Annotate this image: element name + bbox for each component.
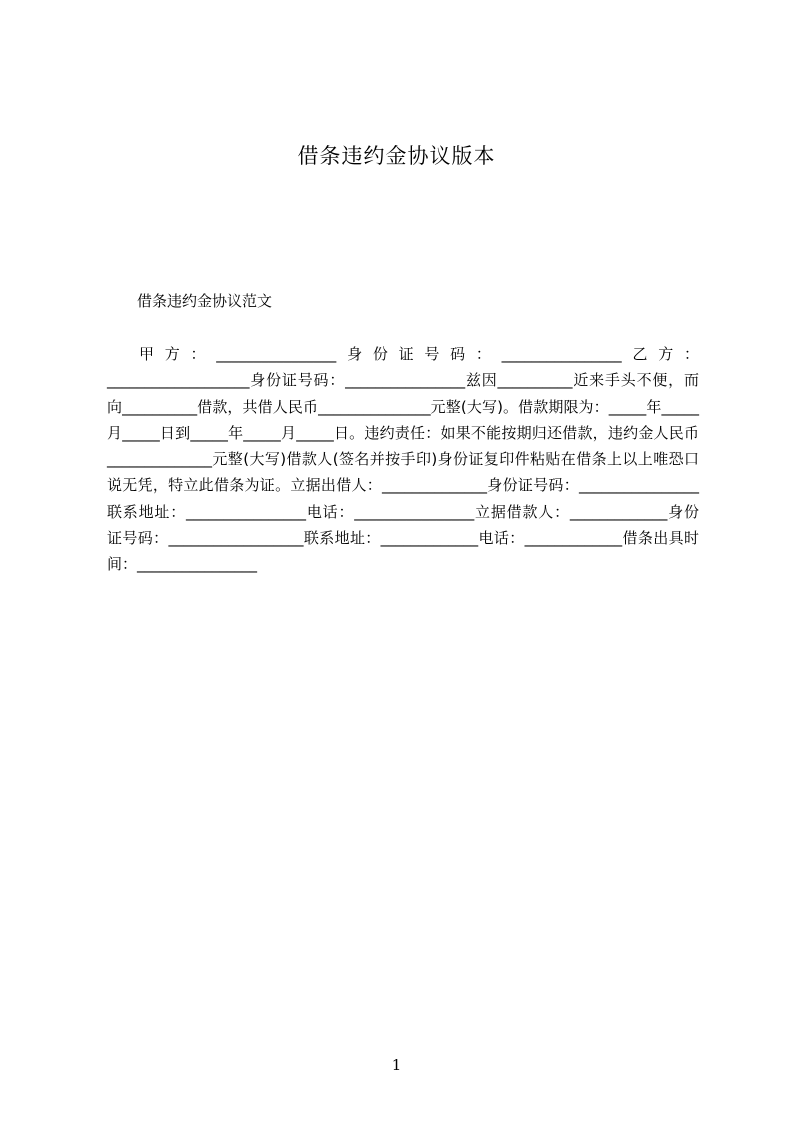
document-subtitle: 借条违约金协议范文 [137,292,273,310]
document-title: 借条违约金协议版本 [297,144,496,168]
agreement-body: 甲方：________________身份证号码：________________乙方：___________________身份证号码：________________兹因__________近来手头不便，而向__________借款，共借人民币_______________元整(大写)。借款期限为：_____年_____月_____日到_____年_____月_____日。违约责任：如果不能按期归还借款，违约金人民币______________元整(大写)借款人(签名并按手印)身份证复印件粘贴在借条上以上唯恐口说无凭，特立此借条为证。立据出借人：______________身份证号码：________________联系地址：________________电话：________________立据借款人：_____________身份证号码：__________________联系地址：_____________电话：_____________借条出具时间：________________ [107,345,699,574]
page-number: 1 [391,1056,402,1074]
